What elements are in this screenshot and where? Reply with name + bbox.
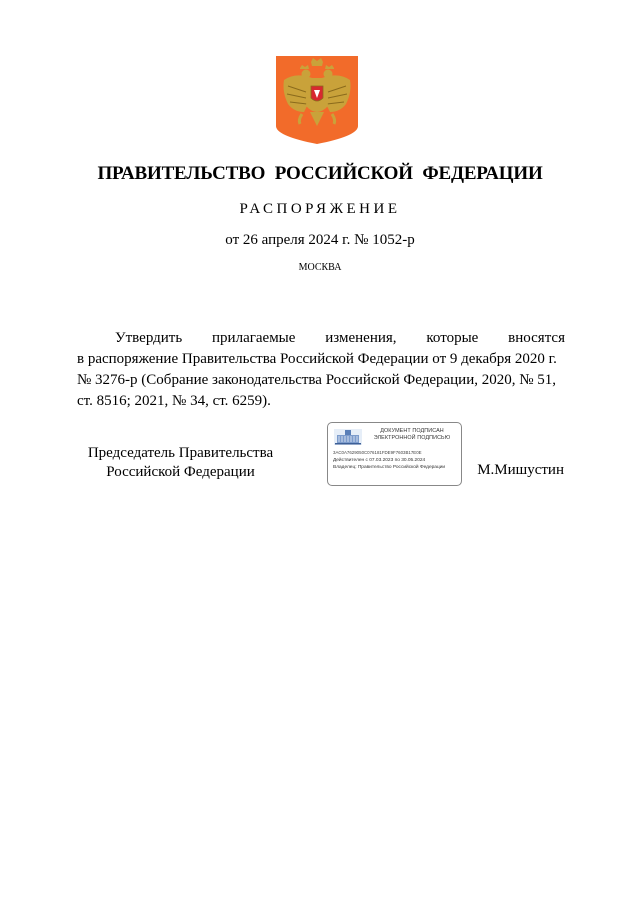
signer-position-line: Председатель Правительства xyxy=(87,445,274,461)
coat-of-arms-emblem xyxy=(276,56,358,144)
order-text-line: ст. 8516; 2021, № 34, ст. 6259). xyxy=(77,393,271,409)
city-name: МОСКВА xyxy=(298,262,342,273)
document-type: РАСПОРЯЖЕНИЕ xyxy=(239,201,401,217)
signer-position-line: Российской Федерации xyxy=(106,464,255,480)
document-date-number: от 26 апреля 2024 г. № 1052-р xyxy=(225,232,415,248)
stamp-validity-period: Действителен с 07.03.2023 по 30.05.2024 xyxy=(333,458,426,463)
stamp-heading xyxy=(364,428,460,442)
order-text xyxy=(77,328,565,412)
stamp-certificate-number: 3AC0A7629050C076181FDE9F7603B17E0E xyxy=(333,450,422,455)
double-headed-eagle-icon xyxy=(276,56,358,144)
stamp-heading-line: ДОКУМЕНТ ПОДПИСАН xyxy=(380,428,444,434)
order-text-line: Утвердить прилагаемые изменения, которые вносятся xyxy=(115,330,565,346)
signer-name: М.Мишустин xyxy=(477,462,564,478)
stamp-owner: Владелец: Правительство Российской Федерации xyxy=(333,465,446,470)
government-building-icon xyxy=(334,429,362,445)
order-text-line: № 3276-р (Собрание законодательства Российской Федерации, 2020, № 51, xyxy=(77,372,557,388)
electronic-signature-stamp xyxy=(327,422,462,486)
stamp-heading-line: ЭЛЕКТРОННОЙ ПОДПИСЬЮ xyxy=(373,435,451,441)
signer-position xyxy=(78,444,283,482)
organization-title: ПРАВИТЕЛЬСТВО РОССИЙСКОЙ ФЕДЕРАЦИИ xyxy=(97,163,543,184)
order-text-line: в распоряжение Правительства Российской Федерации от 9 декабря 2020 г. xyxy=(77,351,557,367)
